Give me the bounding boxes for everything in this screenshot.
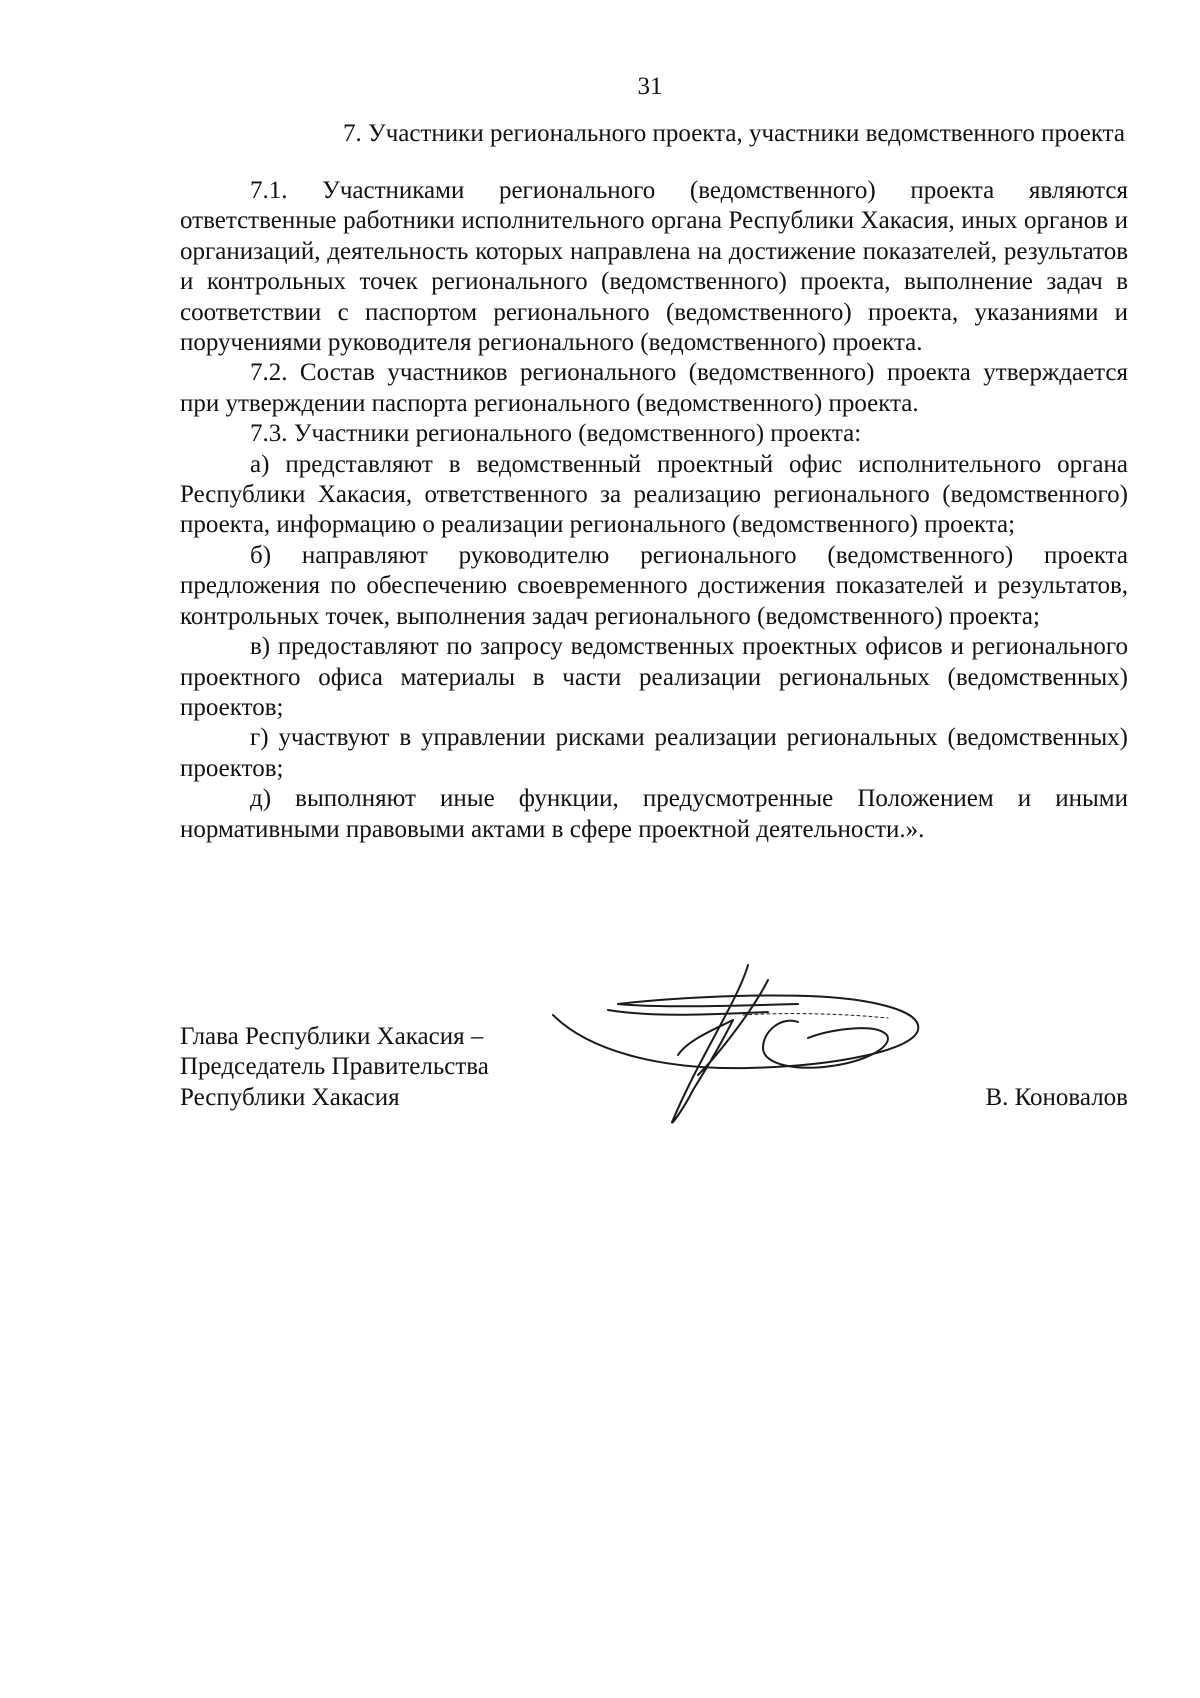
list-item-a: а) представляют в ведомственный проектный офис исполнительного органа Республики Хакасия, ответственного за реализацию регионального (ведомственного) проекта, информацию о реализации регионального (ведомственного) проекта; <box>180 450 1128 539</box>
section-title: 7. Участники регионального проекта, участники ведомственного проекта <box>343 120 1125 147</box>
signer-title-line-1: Глава Республики Хакасия – <box>180 1023 484 1050</box>
signature-block <box>180 1022 489 1113</box>
page-number: 31 <box>637 73 663 100</box>
paragraph-7-1: 7.1. Участниками регионального (ведомственного) проекта являются ответственные работники исполнительного органа Республики Хакасия, иных органов и организаций, деятельность которых направлена на достижение показателей, результатов и контрольных точек регионального (ведомственного) проекта, выполнение задач в соответствии с паспортом регионального (ведомственного) проекта, указаниями и поручениями руководителя регионального (ведомственного) проекта. <box>180 177 1128 357</box>
list-item-g: г) участвуют в управлении рисками реализации региональных (ведомственных) проектов; <box>180 724 1128 782</box>
handwritten-signature <box>548 960 948 1130</box>
list-item-d: д) выполняют иные функции, предусмотренные Положением и иными нормативными правовыми актами в сфере проектной деятельности.». <box>180 785 1128 843</box>
list-item-b: б) направляют руководителю регионального (ведомственного) проекта предложения по обеспечению своевременного достижения показателей и результатов, контрольных точек, выполнения задач регионального (ведомственного) проекта; <box>180 541 1128 630</box>
signer-name: В. Коновалов <box>985 1084 1128 1111</box>
document-body <box>180 176 1128 845</box>
signer-title-line-3: Республики Хакасия <box>180 1083 400 1111</box>
paragraph-7-2: 7.2. Состав участников регионального (ведомственного) проекта утверждается при утверждении паспорта регионального (ведомственного) проекта. <box>180 359 1128 417</box>
paragraph-7-3: 7.3. Участники регионального (ведомственного) проекта: <box>250 420 862 448</box>
signer-title-line-2: Председатель Правительства <box>180 1053 489 1081</box>
list-item-v: в) предоставляют по запросу ведомственных проектных офисов и регионального проектного офиса материалы в части реализации региональных (ведомственных) проектов; <box>180 633 1128 721</box>
